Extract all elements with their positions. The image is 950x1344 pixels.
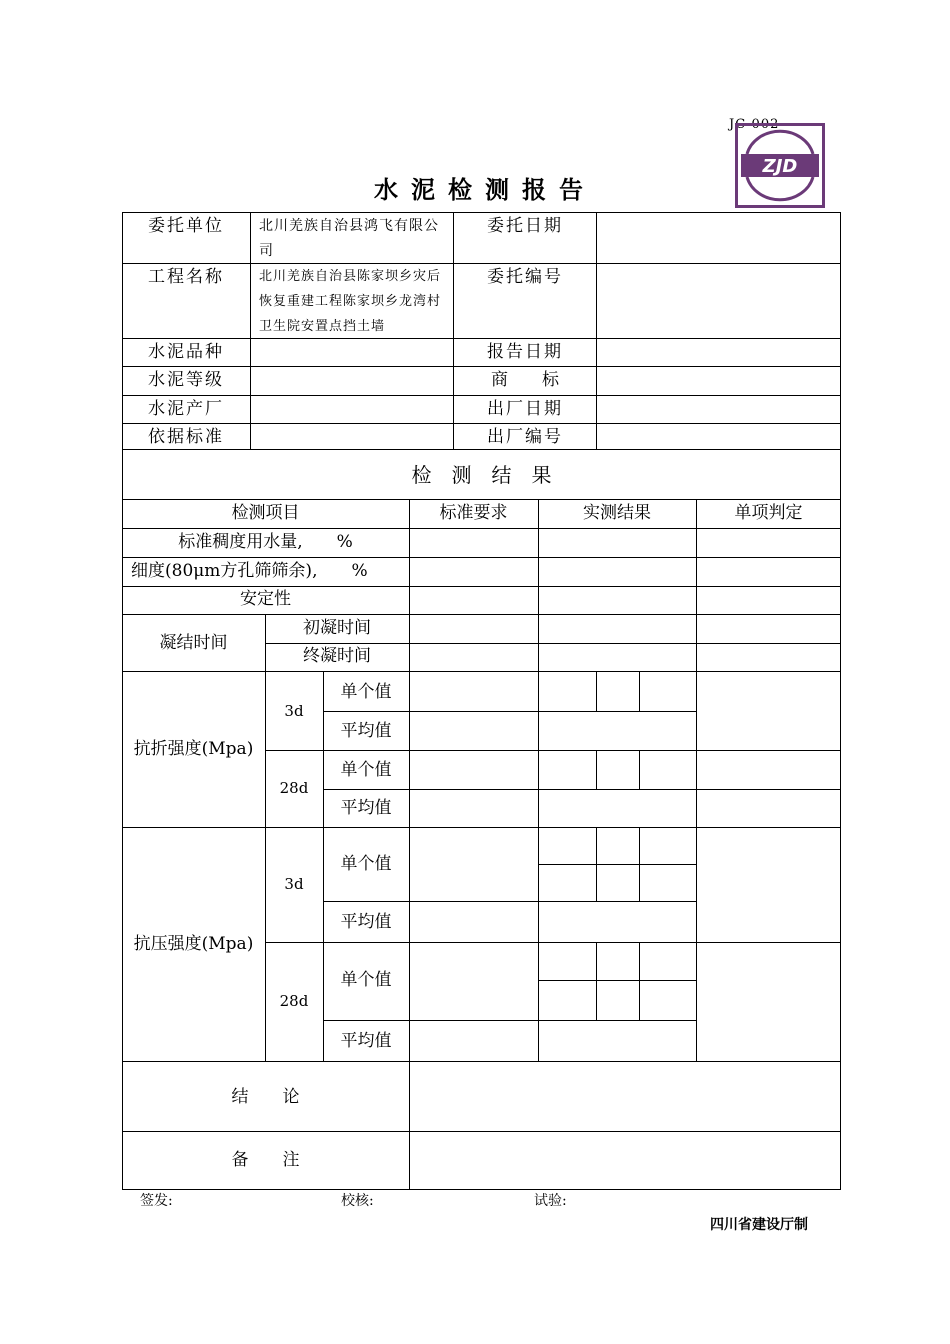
cement-grade-label: 水泥等级 — [148, 370, 224, 390]
test-signature-label: 试验: — [534, 1193, 567, 1209]
final-setting-label: 终凝时间 — [303, 646, 371, 666]
issuing-authority: 四川省建设厅制 — [710, 1217, 808, 1233]
standard-label: 依据标准 — [148, 427, 224, 447]
conclusion-label: 结 论 — [231, 1087, 300, 1107]
review-signature-label: 校核: — [341, 1193, 374, 1209]
flexural-3d-label: 3d — [284, 702, 304, 720]
logo-text: ZJD — [762, 156, 798, 177]
brand-label: 商 标 — [491, 370, 559, 390]
client-unit-value: 北川羌族自治县鸿飞有限公司 — [259, 218, 439, 259]
factory-date-label: 出厂日期 — [487, 399, 563, 419]
compressive-3d-average-label: 平均值 — [340, 912, 392, 932]
page-title: 水泥检测报告 — [374, 175, 596, 204]
compressive-28d-average-label: 平均值 — [340, 1031, 392, 1051]
consistency-label: 标准稠度用水量, % — [178, 532, 353, 552]
project-name-value: 北川羌族自治县陈家坝乡灾后恢复重建工程陈家坝乡龙湾村卫生院安置点挡土墙 — [259, 269, 442, 334]
client-unit-label: 委托单位 — [148, 216, 224, 236]
manufacturer-label: 水泥产厂 — [148, 399, 224, 419]
document-code: JC-002 — [729, 117, 780, 132]
factory-no-label: 出厂编号 — [487, 427, 563, 447]
header-measured-result: 实测结果 — [583, 503, 651, 523]
flexural-3d-average-label: 平均值 — [340, 721, 392, 741]
flexural-strength-label: 抗折强度(Mpa) — [133, 739, 254, 759]
soundness-label: 安定性 — [240, 589, 291, 609]
header-judgement: 单项判定 — [734, 503, 803, 523]
compressive-strength-label: 抗压强度(Mpa) — [133, 934, 254, 954]
header-test-item: 检测项目 — [231, 503, 300, 523]
flexural-28d-single-label: 单个值 — [340, 760, 392, 780]
project-name-label: 工程名称 — [148, 267, 224, 287]
compressive-28d-label: 28d — [279, 992, 309, 1010]
cement-type-label: 水泥品种 — [148, 342, 224, 362]
compressive-28d-single-label: 单个值 — [340, 970, 392, 990]
flexural-28d-label: 28d — [279, 779, 309, 797]
setting-time-label: 凝结时间 — [159, 633, 228, 653]
remarks-label: 备 注 — [231, 1150, 300, 1170]
compressive-3d-single-label: 单个值 — [340, 854, 392, 874]
flexural-28d-average-label: 平均值 — [340, 798, 392, 818]
header-standard-requirement: 标准要求 — [439, 503, 508, 523]
flexural-3d-single-label: 单个值 — [340, 682, 392, 702]
initial-setting-label: 初凝时间 — [303, 618, 371, 638]
commission-date-label: 委托日期 — [487, 216, 563, 236]
commission-no-label: 委托编号 — [487, 267, 563, 287]
compressive-3d-label: 3d — [284, 875, 304, 893]
issue-signature-label: 签发: — [140, 1193, 173, 1209]
fineness-label: 细度(80μm方孔筛筛余), % — [131, 561, 368, 581]
results-section-title: 检 测 结 果 — [411, 463, 552, 487]
report-date-label: 报告日期 — [487, 342, 563, 362]
